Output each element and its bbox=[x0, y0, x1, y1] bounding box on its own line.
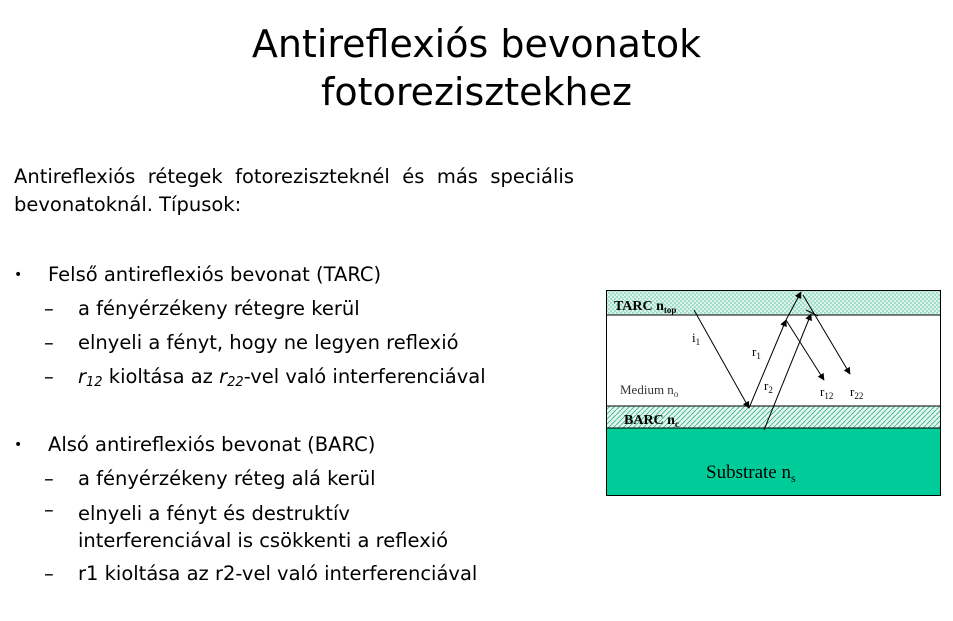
sub-item-text: a fényérzékeny rétegre kerül bbox=[78, 297, 360, 320]
bullet-barc bbox=[14, 428, 594, 462]
ray-r22-label: $r_{22}$ bbox=[850, 384, 864, 401]
dash-icon: – bbox=[44, 467, 54, 490]
sub-item-line-1: elnyeli a fényt és destruktív bbox=[78, 502, 350, 525]
bullet-dot-icon: • bbox=[14, 437, 23, 453]
sub-item-mid: kioltása az bbox=[102, 365, 220, 388]
slide-title bbox=[0, 20, 953, 116]
slide-title-line-1: Antireflexiós bevonatok bbox=[251, 22, 702, 66]
sub-item bbox=[14, 462, 594, 496]
sub-item-text: r1 kioltása az r2-vel való interferenciával bbox=[78, 562, 478, 585]
r22-symbol: r bbox=[219, 365, 228, 388]
ray-r12-label: $r_{12}$ bbox=[820, 384, 834, 401]
r22-subscript: 22 bbox=[227, 375, 244, 390]
medium-label: Medium $n_o$ bbox=[620, 382, 679, 399]
bullet-tarc bbox=[14, 258, 594, 292]
sub-item-text bbox=[78, 500, 594, 554]
r12-subscript: 12 bbox=[86, 375, 103, 390]
tarc-label: TARC $n_{top}$ bbox=[614, 299, 677, 315]
sub-item bbox=[14, 557, 594, 591]
r12-symbol: r bbox=[78, 365, 87, 388]
dash-icon: – bbox=[44, 331, 54, 354]
sub-item-line-2: interferenciával is csökkenti a reflexió bbox=[78, 529, 449, 552]
dash-icon: – bbox=[44, 297, 54, 320]
slide-title-line-2: fotorezisztekhez bbox=[321, 70, 632, 114]
ray-i1-label: $i_1$ bbox=[692, 330, 701, 347]
sub-item-text: a fényérzékeny réteg alá kerül bbox=[78, 467, 376, 490]
bullet-dot-icon: • bbox=[14, 267, 23, 283]
dash-icon: – bbox=[44, 365, 54, 388]
sub-item-end: -vel való interferenciával bbox=[243, 365, 486, 388]
bullet-label: Felső antireflexiós bevonat (TARC) bbox=[48, 263, 382, 286]
sub-item bbox=[14, 496, 594, 557]
dash-icon: – bbox=[44, 498, 54, 521]
substrate-label: Substrate $n_s$ bbox=[706, 462, 796, 485]
sub-item-text bbox=[78, 360, 594, 394]
sub-item bbox=[14, 360, 594, 394]
dash-icon: – bbox=[44, 562, 54, 585]
barc-label: BARC $n_c$ bbox=[624, 413, 679, 429]
ray-r2-label: $r_2$ bbox=[764, 378, 773, 395]
sub-item bbox=[14, 326, 594, 360]
ray-r1-label: $r_1$ bbox=[752, 344, 761, 361]
bullet-label: Alsó antireflexiós bevonat (BARC) bbox=[48, 433, 376, 456]
bullet-list bbox=[14, 258, 594, 591]
sub-item-text: elnyeli a fényt, hogy ne legyen reflexió bbox=[78, 331, 459, 354]
intro-paragraph: Antireflexiós rétegek fotoreziszteknél és más speciális bevonatoknál. Típusok: bbox=[14, 165, 574, 216]
sub-item bbox=[14, 292, 594, 326]
arc-diagram bbox=[606, 290, 942, 498]
